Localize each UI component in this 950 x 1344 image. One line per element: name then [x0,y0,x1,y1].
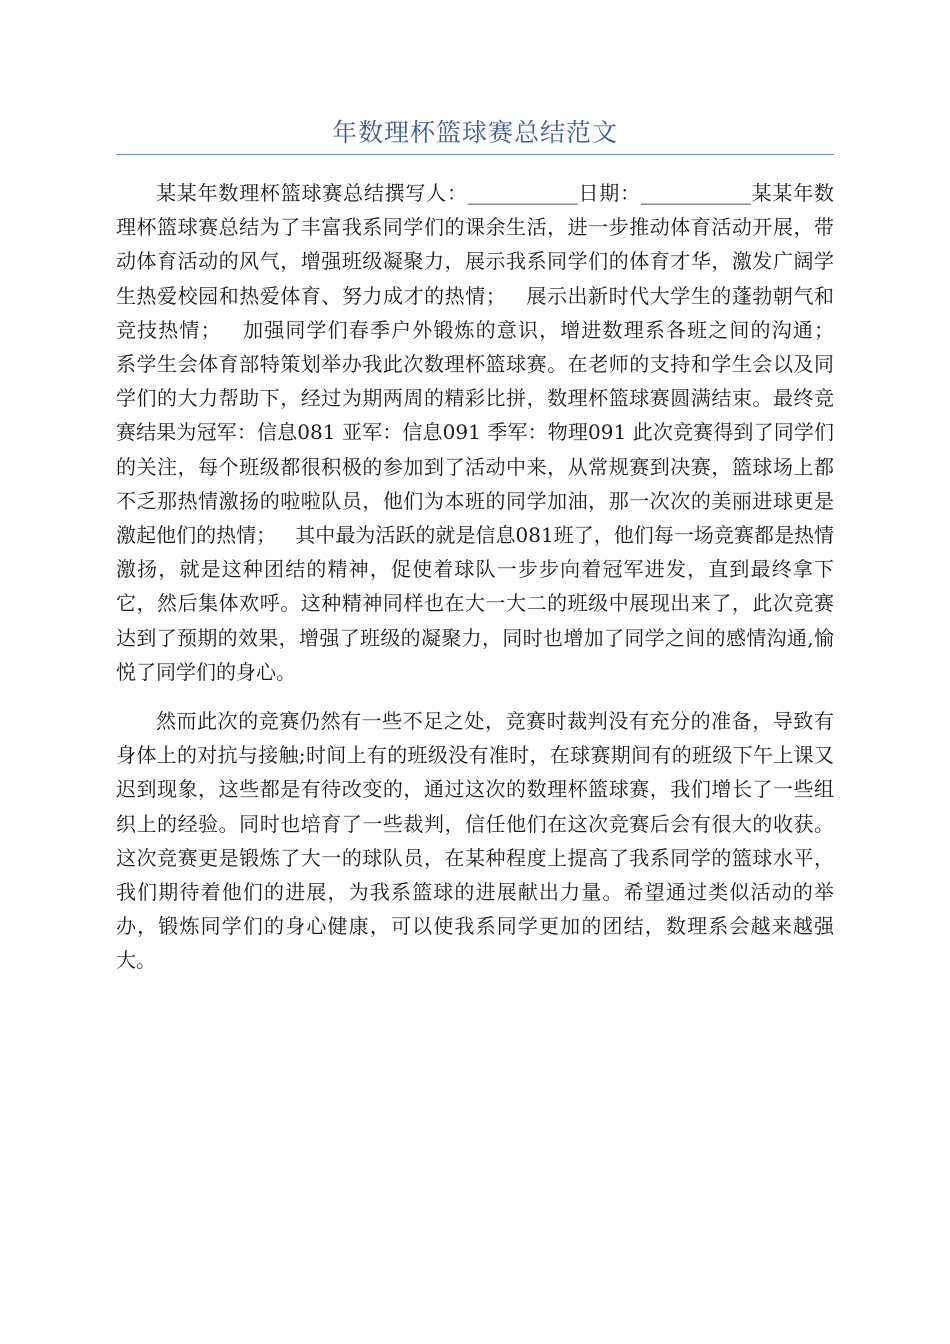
document-body [116,176,854,978]
paragraph-1: 某某年数理杯篮球赛总结撰写人：___________日期：___________某某年数理杯篮球赛总结为了丰富我系同学们的课余生活，进一步推动体育活动开展，带动体育活动的风气，增强班级凝聚力，展示我系同学们的体育才华，激发广阔学生热爱校园和热爱体育、努力成才的热情； 展示出新时代大学生的蓬勃朝气和竞技热情； 加强同学们春季户外锻炼的意识，增进数理系各班之间的沟通； 系学生会体育部特策划举办我此次数理杯篮球赛。在老师的支持和学生会以及同学们的大力帮助下，经过为期两周的精彩比拼，数理杯篮球赛圆满结束。最终竞赛结果为冠军：信息081 亚军：信息091 季军：物理091 此次竞赛得到了同学们的关注，每个班级都很积极的参加到了活动中来，从常规赛到决赛，篮球场上都不乏那热情激扬的啦啦队员，他们为本班的同学加油，那一次次的美丽进球更是激起他们的热情； 其中最为活跃的就是信息081班了，他们每一场竞赛都是热情激扬，就是这种团结的精神，促使着球队一步步向着冠军进发，直到最终拿下它，然后集体欢呼。这种精神同样也在大一大二的班级中展现出来了，此次竞赛达到了预期的效果，增强了班级的凝聚力，同时也增加了同学之间的感情沟通,愉悦了同学们的身心。 [116,181,854,684]
document-title: 年数理杯篮球赛总结范文 [331,118,618,147]
paragraph-2: 然而此次的竞赛仍然有一些不足之处，竞赛时裁判没有充分的准备，导致有身体上的对抗与接触;时间上有的班级没有准时，在球赛期间有的班级下午上课又迟到现象，这些都是有待改变的，通过这次的数理杯篮球赛，我们增长了一些组织上的经验。同时也培育了一些裁判，信任他们在这次竞赛后会有很大的收获。这次竞赛更是锻炼了大一的球队员，在某种程度上提高了我系同学的篮球水平，我们期待着他们的进展，为我系篮球的进展献出力量。希望通过类似活动的举办，锻炼同学们的身心健康，可以使我系同学更加的团结，数理系会越来越强大。 [116,709,834,973]
title-underline [116,154,834,155]
